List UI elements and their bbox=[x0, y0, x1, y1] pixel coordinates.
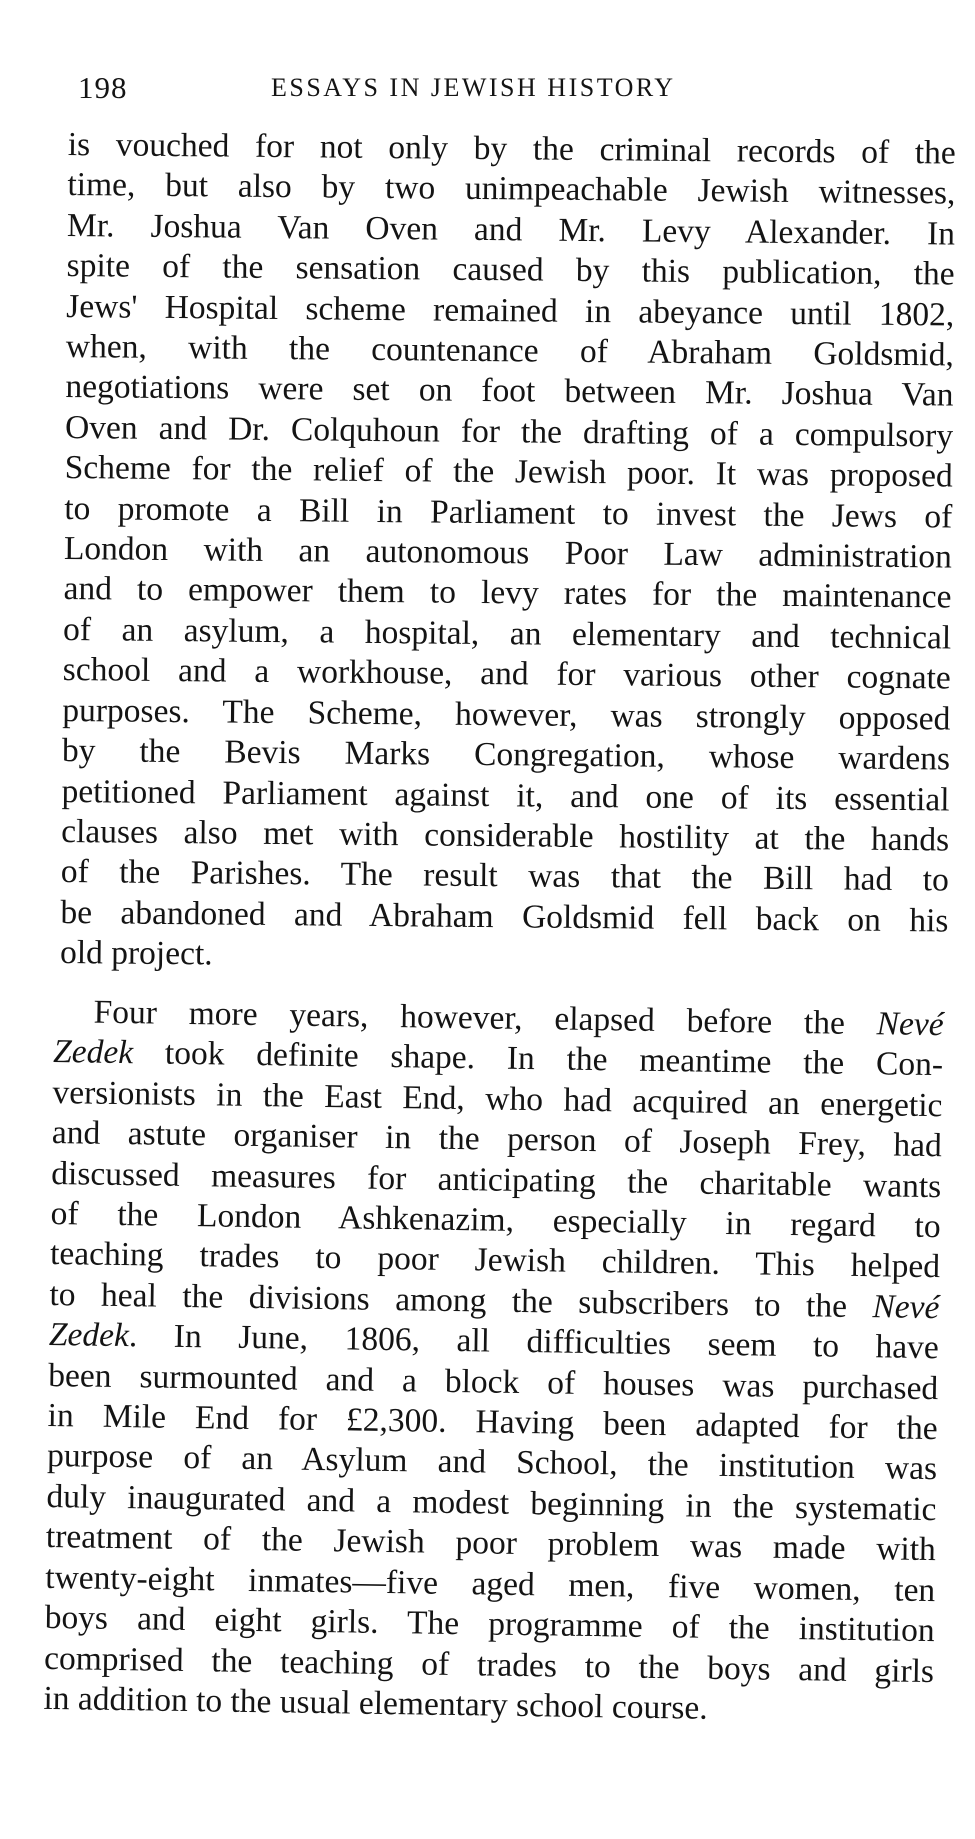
text-line: old project. bbox=[59, 934, 213, 973]
text-line: Four more years, however, elapsed before the Nevé bbox=[93, 993, 944, 1044]
paragraph-2 bbox=[43, 992, 944, 1732]
italic-term: Nevé bbox=[876, 1005, 944, 1044]
text-line: boys and eight girls. The programme of the institution bbox=[44, 1599, 935, 1650]
paragraph-1 bbox=[60, 125, 956, 982]
page-number: 198 bbox=[78, 70, 128, 105]
text-line: and to empower them to levy rates for the maintenance bbox=[63, 570, 952, 616]
text-line: Scheme for the relief of the Jewish poor. It was proposed bbox=[64, 449, 953, 495]
italic-term: Zedek bbox=[48, 1316, 130, 1355]
text-line: discussed measures for anticipating the charitable wants bbox=[51, 1154, 942, 1205]
text-line: twenty-eight inmates—five aged men, five women, ten bbox=[45, 1558, 936, 1609]
text-line: duly inaugurated and a modest beginning in the systematic bbox=[46, 1477, 937, 1529]
text-line: Mr. Joshua Van Oven and Mr. Levy Alexander. In bbox=[66, 206, 956, 253]
text-line: petitioned Parliament against it, and one of its essential bbox=[61, 772, 950, 818]
text-line: versionists in the East End, who had acquired an energetic bbox=[52, 1073, 943, 1125]
italic-term: Zedek bbox=[52, 1033, 134, 1072]
text-line: teaching trades to poor Jewish children. This helped bbox=[49, 1235, 941, 1286]
text-line: in Mile End for £2,300. Having been adapted for the bbox=[47, 1397, 938, 1448]
text-line: to promote a Bill in Parliament to invest the Jews of bbox=[64, 489, 953, 536]
text-line: purposes. The Scheme, however, was strongly opposed bbox=[62, 691, 951, 738]
text-line: school and a workhouse, and for various other cognate bbox=[62, 651, 951, 697]
text-line: Zedek took definite shape. In the meantime the Con- bbox=[52, 1033, 944, 1084]
text-line: when, with the countenance of Abraham Goldsmid, bbox=[65, 328, 955, 374]
text-line: of an asylum, a hospital, an elementary and technical bbox=[62, 610, 952, 657]
text-line: is vouched for not only by the criminal records of the bbox=[67, 125, 956, 172]
text-line: of the Parishes. The result was that the Bill had to bbox=[60, 853, 949, 899]
text-line: negotiations were set on foot between Mr. Joshua Van bbox=[65, 368, 954, 414]
text-line: Oven and Dr. Colquhoun for the drafting of a compulsory bbox=[64, 408, 954, 455]
text-line: clauses also met with considerable hostility at the hands bbox=[61, 812, 950, 859]
text-line: Zedek. In June, 1806, all difficulties seem to have bbox=[48, 1316, 940, 1367]
text-line: been surmounted and a block of houses was purchased bbox=[48, 1356, 939, 1407]
text-line: Jews' Hospital scheme remained in abeyance until 1802, bbox=[66, 287, 955, 334]
text-line: in addition to the usual elementary school course. bbox=[43, 1679, 708, 1727]
text-line: by the Bevis Marks Congregation, whose wardens bbox=[61, 732, 951, 778]
text-line: and astute organiser in the person of Joseph Frey, had bbox=[51, 1114, 943, 1165]
text-line: time, but also by two unimpeachable Jewish witnesses, bbox=[67, 166, 956, 212]
text-line: of the London Ashkenazim, especially in regard to bbox=[50, 1195, 941, 1246]
running-header bbox=[76, 70, 956, 110]
text-line: treatment of the Jewish poor problem was made with bbox=[45, 1518, 937, 1569]
running-title: ESSAYS IN JEWISH HISTORY bbox=[271, 73, 676, 102]
text-line: London with an autonomous Poor Law administration bbox=[63, 530, 953, 576]
text-line: to heal the divisions among the subscribers to the Nevé bbox=[49, 1275, 940, 1327]
text-line: be abandoned and Abraham Goldsmid fell back on his bbox=[60, 893, 949, 940]
italic-term: Nevé bbox=[872, 1288, 940, 1327]
text-line: comprised the teaching of trades to the boys and girls bbox=[43, 1639, 935, 1690]
text-line: purpose of an Asylum and School, the institution was bbox=[46, 1437, 938, 1488]
text-line: spite of the sensation caused by this publication, the bbox=[66, 247, 955, 293]
